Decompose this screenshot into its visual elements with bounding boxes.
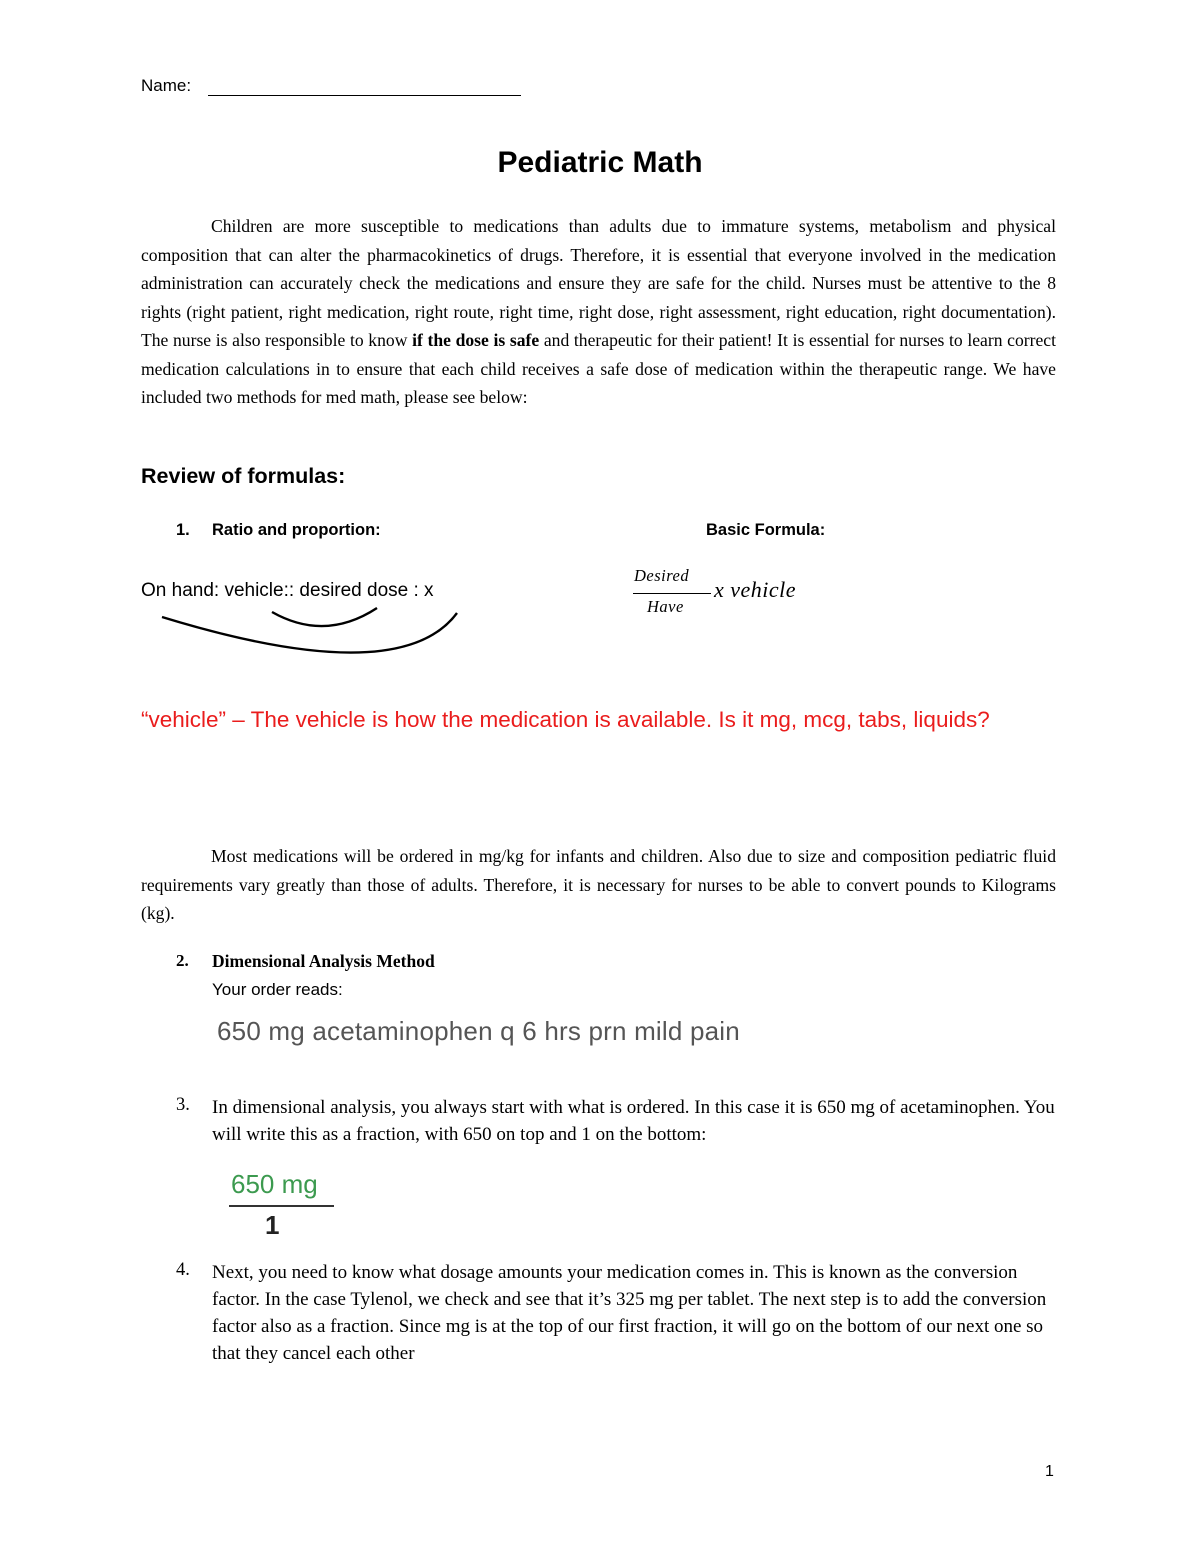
proportion-text: On hand: vehicle:: desired dose : x: [141, 580, 434, 601]
item1-label: Ratio and proportion:: [212, 521, 381, 539]
item3-number: 3.: [176, 1095, 190, 1115]
formula-tail: x vehicle: [714, 577, 797, 602]
name-label: Name:: [141, 76, 192, 95]
order-reads-label: Your order reads:: [212, 980, 343, 999]
formula-denominator: Have: [647, 597, 684, 616]
name-blank-line: [208, 95, 521, 96]
order-text: 650 mg acetaminophen q 6 hrs prn mild pain: [217, 1016, 740, 1046]
basic-formula-label: Basic Formula:: [706, 521, 826, 539]
intro-bold-phrase: if the dose is safe: [412, 330, 540, 350]
item1-number: 1.: [176, 521, 190, 539]
formula-fraction-bar: [633, 593, 711, 594]
example-fraction-denominator: 1: [265, 1210, 280, 1240]
vehicle-note: “vehicle” – The vehicle is how the medication is available. Is it mg, mcg, tabs, liquids?: [141, 707, 990, 732]
formula-numerator: Desired: [634, 566, 690, 585]
intro-text-part1: Children are more susceptible to medications than adults due to immature systems, metabolism and physical composition that can alter the pharmacokinetics of drugs. Therefore, it is essential that everyone involved in the medication administration can accurately check the medications and ensure they are safe for the child. Nurses must be attentive to the 8 rights (right patient, right medication, right route, right time, right dose, right assessment, right education, right documentation). The nurse is also responsible to know: [141, 216, 1056, 350]
intro-paragraph: [141, 212, 1056, 412]
example-fraction-bar: [229, 1205, 334, 1207]
conversion-paragraph: [141, 842, 1056, 928]
item4-text: Next, you need to know what dosage amounts your medication comes in. This is known as the conversion factor. In the case Tylenol, we check and see that it’s 325 mg per tablet. The next step is to add the conversion factor also as a fraction. Since mg is at the top of our first fraction, it will go on the bottom of our next one so that they cancel each other: [212, 1262, 1047, 1364]
review-heading: Review of formulas:: [141, 464, 346, 488]
outer-arc: [162, 613, 457, 653]
item3-text: In dimensional analysis, you always start with what is ordered. In this case it is 650 mg of acetaminophen. You will write this as a fraction, with 650 on top and 1 on the bottom:: [212, 1097, 1055, 1145]
intro-text-part2: and therapeutic for their patient! It is essential for nurses to learn correct medication calculations in to ensure that each child receives a safe dose of medication within the therapeutic range. We have included two methods for med math, please see below:: [141, 330, 1056, 407]
example-fraction-numerator: 650 mg: [231, 1169, 318, 1199]
item2-number: 2.: [176, 951, 189, 970]
item2-label: Dimensional Analysis Method: [212, 951, 435, 971]
page-number: 1: [1045, 1463, 1054, 1480]
inner-arc: [272, 608, 377, 626]
item4-number: 4.: [176, 1260, 190, 1280]
conversion-paragraph-text: Most medications will be ordered in mg/kg for infants and children. Also due to size and composition pediatric fluid requirements vary greatly than those of adults. Therefore, it is necessary for nurses to be able to convert pounds to Kilograms (kg).: [141, 846, 1056, 923]
page-title: Pediatric Math: [497, 146, 703, 179]
